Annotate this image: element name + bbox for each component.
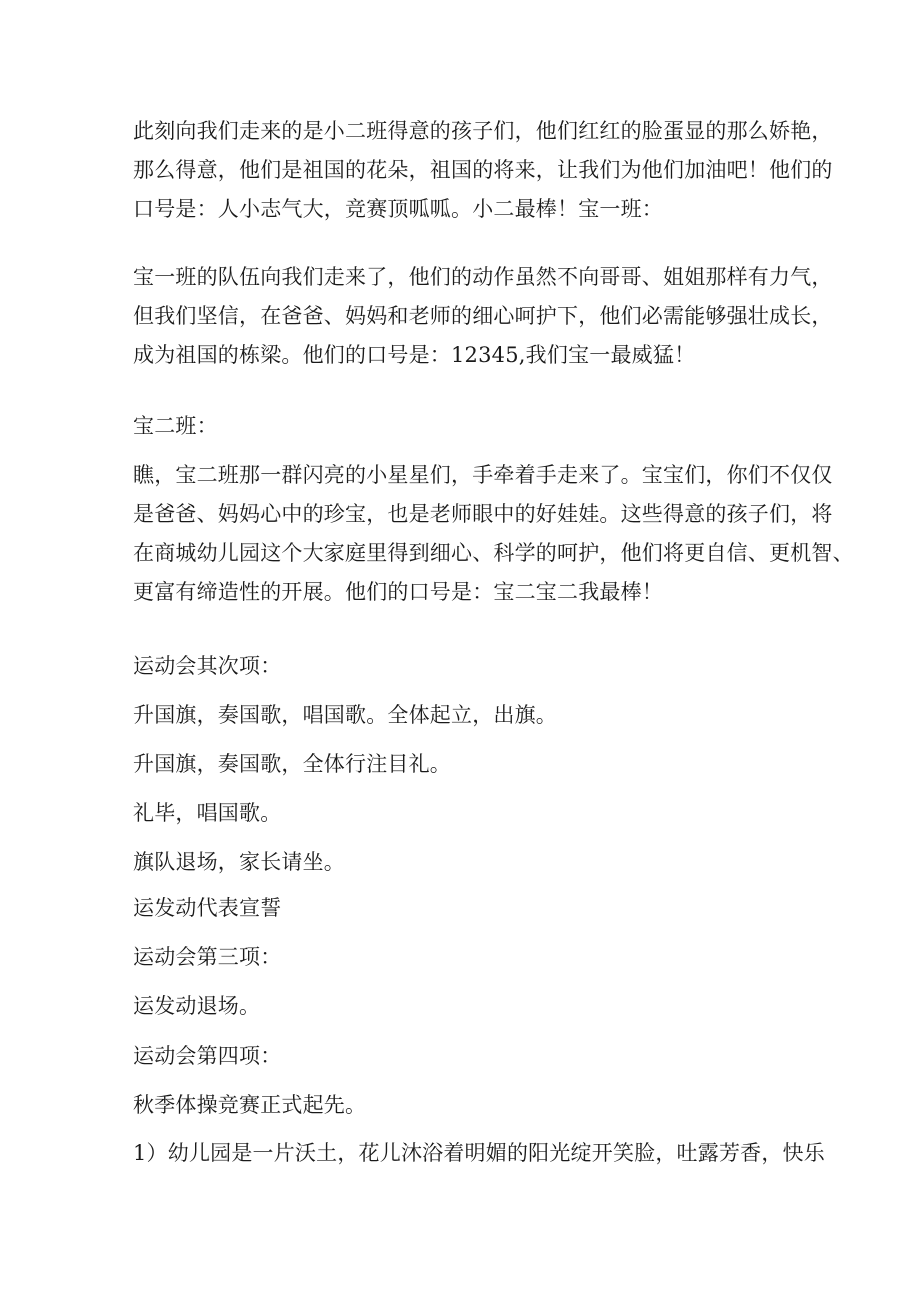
text-line: 升国旗，奏国歌，全体行注目礼。 (133, 752, 451, 776)
text-line: 运发动代表宣誓 (133, 896, 282, 920)
paragraph-baoer (133, 456, 854, 612)
line-anthem (133, 794, 793, 833)
text-line: 在商城幼儿园这个大家庭里得到细心、科学的呵护，他们将更自信、更机智、 (133, 541, 854, 565)
heading-item-two (133, 647, 793, 686)
text-line: 口号是：人小志气大，竞赛顶呱呱。小二最棒！宝一班： (133, 197, 663, 221)
text-line: 宝二班： (133, 414, 218, 438)
text-line: 是爸爸、妈妈心中的珍宝，也是老师眼中的好娃娃。这些得意的孩子们，将 (133, 502, 833, 526)
text-line: 运发动退场。 (133, 994, 261, 1018)
text-line: 运动会第三项： (133, 945, 282, 969)
heading-baoer (133, 407, 793, 446)
text-line: 那么得意，他们是祖国的花朵，祖国的将来，让我们为他们加油吧！他们的 (133, 158, 833, 182)
line-salute (133, 745, 793, 784)
paragraph-xiaoer (133, 112, 833, 229)
text-line: 礼毕，唱国歌。 (133, 801, 282, 825)
text-line: 秋季体操竞赛正式起先。 (133, 1093, 367, 1117)
text-line: 更富有缔造性的开展。他们的口号是：宝二宝二我最棒！ (133, 580, 663, 604)
text-line: 宝一班的队伍向我们走来了，他们的动作虽然不向哥哥、姐姐那样有力气， (133, 265, 833, 289)
paragraph-baoyi (133, 258, 833, 375)
text-line: 瞧，宝二班那一群闪亮的小星星们，手牵着手走来了。宝宝们，你们不仅仅 (133, 463, 833, 487)
line-flag-exit (133, 843, 793, 882)
text-line: 旗队退场，家长请坐。 (133, 850, 345, 874)
text-line: 但我们坚信，在爸爸、妈妈和老师的细心呵护下，他们必需能够强壮成长， (133, 304, 833, 328)
text-line: 成为祖国的栋梁。他们的口号是：12345,我们宝一最威猛！ (133, 343, 696, 367)
text-line: 运动会其次项： (133, 654, 282, 678)
heading-item-three (133, 938, 793, 977)
heading-item-four (133, 1037, 793, 1076)
text-line: 1）幼儿园是一片沃土，花儿沐浴着明媚的阳光绽开笑脸，吐露芳香，快乐 (133, 1141, 825, 1165)
text-line: 升国旗，奏国歌，唱国歌。全体起立，出旗。 (133, 703, 557, 727)
text-line: 运动会第四项： (133, 1044, 282, 1068)
line-flag-raising (133, 696, 793, 735)
line-oath (133, 889, 793, 928)
text-line: 此刻向我们走来的是小二班得意的孩子们，他们红红的脸蛋显的那么娇艳， (133, 119, 833, 143)
paragraph-item-1 (133, 1134, 825, 1173)
line-gymnastics-start (133, 1086, 793, 1125)
line-athletes-exit (133, 987, 793, 1026)
